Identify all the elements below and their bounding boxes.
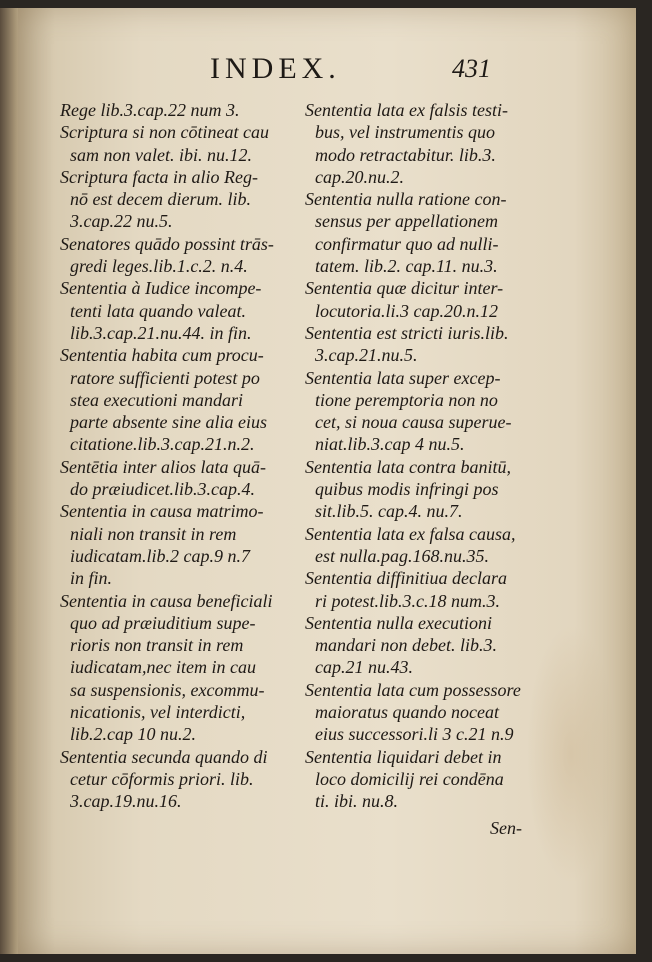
- index-entry-line: cap.20.nu.2.: [315, 166, 404, 187]
- index-entry-line: cetur cōformis priori. lib.: [70, 768, 254, 789]
- index-entry: [48, 500, 288, 589]
- index-entry-line: cap.21 nu.43.: [315, 657, 413, 678]
- index-entry-line: Sententia lata contra banitū,: [305, 456, 511, 477]
- index-entry: [48, 121, 288, 166]
- index-entry-line: loco domicilij rei condēna: [315, 768, 504, 789]
- index-entry-line: parte absente sine alia eius: [70, 412, 267, 433]
- index-entry-line: ti. ibi. nu.8.: [315, 791, 399, 812]
- index-entry: [48, 746, 288, 813]
- index-entry: [48, 166, 288, 233]
- index-entry: [48, 456, 288, 501]
- index-entry-line: nicationis, vel interdicti,: [70, 702, 246, 723]
- index-entry-line: 3.cap.21.nu.5.: [315, 345, 418, 366]
- index-entry: [48, 233, 288, 278]
- index-entry-line: confirmatur quo ad nulli-: [315, 233, 499, 254]
- index-entry-line: Sententia nulla executioni: [305, 612, 492, 633]
- index-entry: [293, 322, 541, 367]
- index-entry-line: citatione.lib.3.cap.21.n.2.: [70, 434, 255, 455]
- index-entry-line: mandari non debet. lib.3.: [315, 635, 497, 656]
- index-entry: [293, 567, 541, 612]
- index-entry-line: gredi leges.lib.1.c.2. n.4.: [70, 256, 248, 277]
- index-entry-line: 3.cap.19.nu.16.: [70, 791, 182, 812]
- index-entry-line: Sententia liquidari debet in: [305, 746, 502, 767]
- index-entry-line: Sentētia inter alios lata quā-: [60, 456, 266, 477]
- index-entry-line: cet, si noua causa superue-: [315, 412, 512, 433]
- index-entry-line: rioris non transit in rem: [70, 635, 244, 656]
- index-entry: [293, 612, 541, 679]
- index-entry-line: lib.3.cap.21.nu.44. in fin.: [70, 322, 252, 343]
- index-entry-line: quibus modis infringi pos: [315, 479, 499, 500]
- index-entry-line: modo retractabitur. lib.3.: [315, 144, 496, 165]
- page-header: [0, 48, 652, 88]
- index-entry-line: Senatores quādo possint trās-: [60, 233, 274, 254]
- index-entry-line: sit.lib.5. cap.4. nu.7.: [315, 501, 463, 522]
- index-entry-line: sa suspensionis, excommu-: [70, 679, 265, 700]
- index-entry-line: ri potest.lib.3.c.18 num.3.: [315, 590, 500, 611]
- index-entry-line: sam non valet. ibi. nu.12.: [70, 144, 252, 165]
- index-entry-line: sensus per appellationem: [315, 211, 498, 232]
- index-entry-line: Scriptura si non cōtineat cau: [60, 122, 269, 143]
- index-entry: [293, 277, 541, 322]
- index-entry-line: Rege lib.3.cap.22 num 3.: [60, 100, 240, 120]
- index-entry: [48, 344, 288, 455]
- index-entry: [293, 99, 541, 188]
- index-entry: [48, 590, 288, 746]
- index-entry-line: tatem. lib.2. cap.11. nu.3.: [315, 256, 498, 277]
- index-entry-line: est nulla.pag.168.nu.35.: [315, 545, 489, 566]
- index-entry: [48, 99, 288, 121]
- left-index-column: [48, 99, 288, 813]
- index-entry-line: Sententia diffinitiua declara: [305, 568, 507, 589]
- index-entry-line: do præiudicet.lib.3.cap.4.: [70, 479, 255, 500]
- index-entry-line: niat.lib.3.cap 4 nu.5.: [315, 434, 465, 455]
- index-entry-line: iudicatam,nec item in cau: [70, 657, 256, 678]
- index-entry: [293, 746, 541, 813]
- index-entry-line: 3.cap.22 nu.5.: [70, 211, 173, 232]
- index-entry: [293, 456, 541, 523]
- index-entry-line: Sententia secunda quando di: [60, 746, 268, 767]
- index-entry-line: Sententia lata cum possessore: [305, 679, 521, 700]
- index-entry-line: iudicatam.lib.2 cap.9 n.7: [70, 545, 250, 566]
- index-entry-line: maioratus quando noceat: [315, 702, 499, 723]
- page-number: 431: [452, 54, 491, 83]
- right-index-column: [293, 99, 541, 813]
- catchword: Sen-: [490, 818, 522, 838]
- index-entry-line: Sententia lata ex falsis testi-: [305, 100, 508, 120]
- index-entry-line: Sententia à Iudice incompe-: [60, 278, 262, 299]
- index-entry-line: niali non transit in rem: [70, 523, 237, 544]
- index-entry: [293, 188, 541, 277]
- index-entry-line: Scriptura facta in alio Reg-: [60, 166, 258, 187]
- index-entry: [48, 277, 288, 344]
- index-entry-line: in fin.: [70, 568, 113, 589]
- index-entry-line: Sententia nulla ratione con-: [305, 189, 507, 210]
- index-entry: [293, 367, 541, 456]
- index-entry: [293, 523, 541, 568]
- index-entry-line: ratore sufficienti potest po: [70, 367, 260, 388]
- index-entry-line: eius successori.li 3 c.21 n.9: [315, 724, 514, 745]
- index-entry-line: lib.2.cap 10 nu.2.: [70, 724, 196, 745]
- index-entry-line: locutoria.li.3 cap.20.n.12: [315, 300, 498, 321]
- index-entry-line: Sententia lata super excep-: [305, 367, 501, 388]
- index-entry-line: tenti lata quando valeat.: [70, 300, 246, 321]
- index-entry-line: quo ad præiuditium supe-: [70, 612, 256, 633]
- page-title: INDEX.: [210, 52, 341, 85]
- index-entry-line: Sententia habita cum procu-: [60, 345, 264, 366]
- index-entry-line: nō est decem dierum. lib.: [70, 189, 251, 210]
- index-entry-line: Sententia in causa matrimo-: [60, 501, 264, 522]
- index-entry-line: Sententia est stricti iuris.lib.: [305, 322, 509, 343]
- index-entry: [293, 679, 541, 746]
- index-entry-line: Sententia in causa beneficiali: [60, 590, 273, 611]
- index-entry-line: Sententia lata ex falsa causa,: [305, 523, 516, 544]
- index-entry-line: bus, vel instrumentis quo: [315, 122, 495, 143]
- index-entry-line: Sententia quæ dicitur inter-: [305, 278, 504, 299]
- index-entry-line: stea executioni mandari: [70, 389, 243, 410]
- index-entry-line: tione peremptoria non no: [315, 389, 498, 410]
